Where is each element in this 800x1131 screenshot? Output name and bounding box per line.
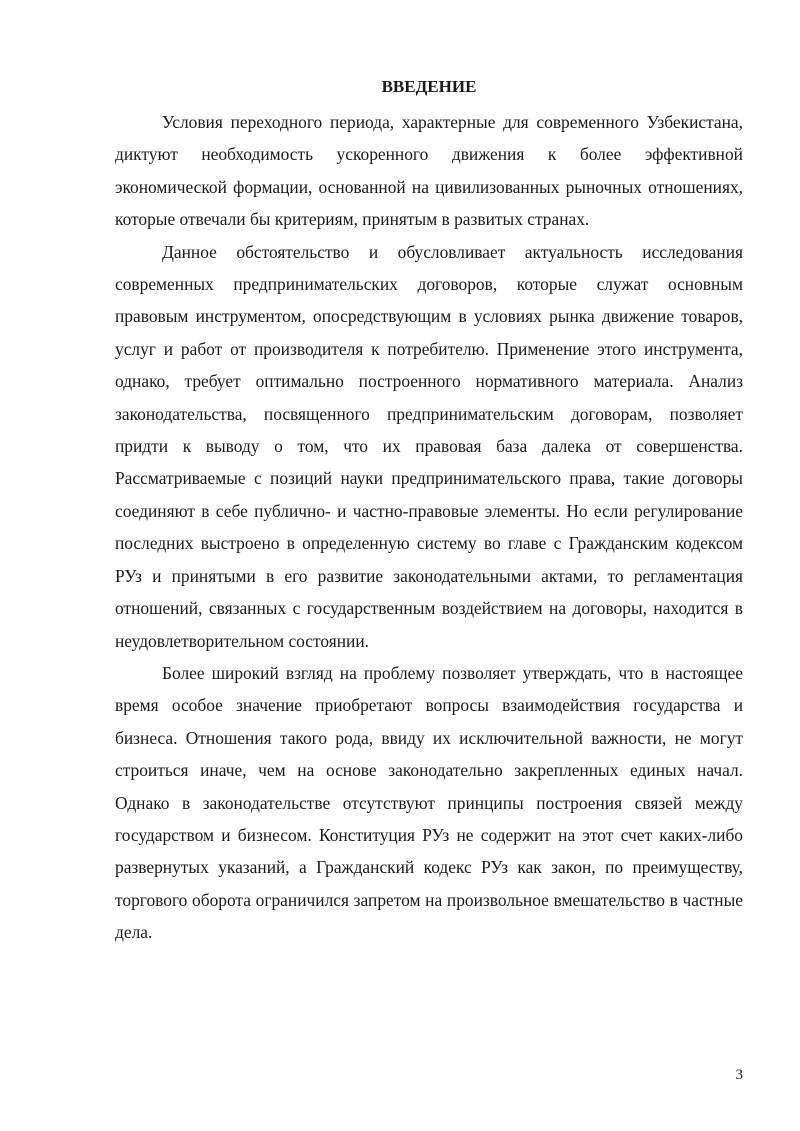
page-heading: ВВЕДЕНИЕ [381,77,477,96]
paragraph-1: Условия переходного периода, характерные для современного Узбекистана, диктуют необходимость ускоренного движения к более эффективной экономической формации, основанной на цивилизованных рыночных отношениях, которые отвечали бы критериям, принятым в развитых странах. [115,112,743,230]
body-text [115,106,743,949]
paragraph-2: Данное обстоятельство и обусловливает актуальность исследования современных предпринимательских договоров, которые служат основным правовым инструментом, опосредствующим в условиях рынка движение товаров, услуг и работ от производителя к потребителю. Применение этого инструмента, однако, требует оптимально построенного нормативного материала. Анализ законодательства, посвященного предпринимательским договорам, позволяет придти к выводу о том, что их правовая база далека от совершенства. Рассматриваемые с позиций науки предпринимательского права, такие договоры соединяют в себе публично- и частно-правовые элементы. Но если регулирование последних выстроено в определенную систему во главе с Гражданским кодексом РУз и принятыми в его развитие законодательными актами, то регламентация отношений, связанных с государственным воздействием на договоры, находится в неудовлетворительном состоянии. [115,241,743,651]
paragraph-3: Более широкий взгляд на проблему позволяет утверждать, что в настоящее время особое значение приобретают вопросы взаимодействия государства и бизнеса. Отношения такого рода, ввиду их исключительной важности, не могут строиться иначе, чем на основе законодательно закрепленных единых начал. Однако в законодательстве отсутствуют принципы построения связей между государством и бизнесом. Конституция РУз не содержит на этот счет каких-либо развернутых указаний, а Гражданский кодекс РУз как закон, по преимуществу, торгового оборота ограничился запретом на произвольное вмешательство в частные дела. [115,662,743,943]
page-number: 3 [735,1067,743,1083]
